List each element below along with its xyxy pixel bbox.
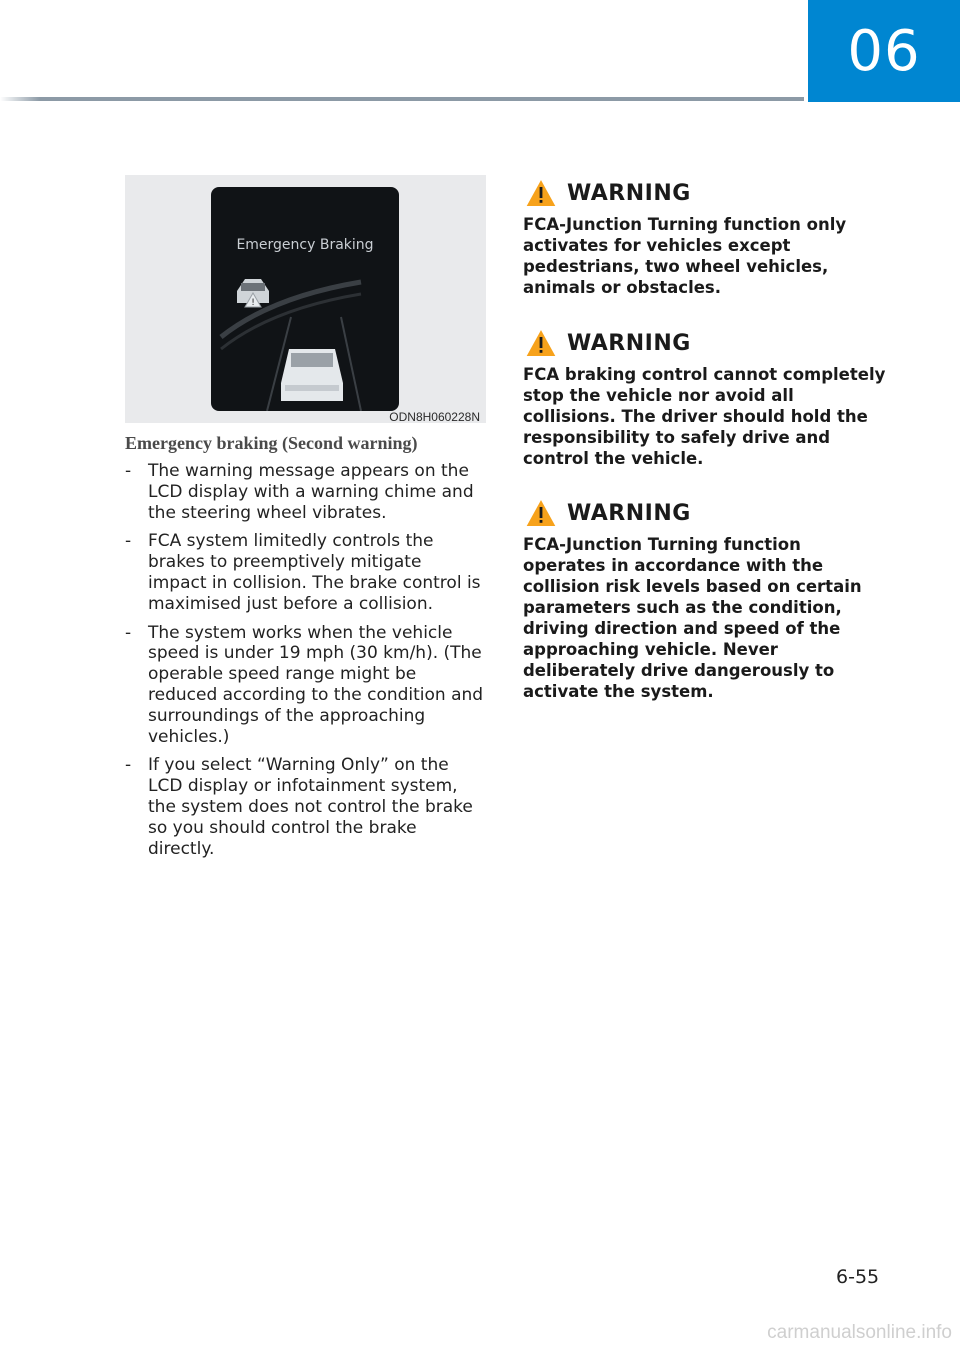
page-number: 6-55 — [836, 1266, 880, 1288]
warning-triangle-icon — [523, 495, 559, 531]
warning-title: WARNING — [567, 330, 691, 356]
section-heading: Emergency braking (Second warning) — [125, 433, 418, 453]
warning-triangle-icon — [523, 325, 559, 361]
warning-text: FCA-Junction Turning function operates in accordance with the collision risk levels based on certain parameters such as the condition, driving direction and speed of the approaching vehicle. Never deliberately drive dangerously to activate the system. — [523, 535, 862, 701]
list-item: - The system works when the vehicle speed is under 19 mph (30 km/h). (The operable speed range might be reduced according to the condition and surroundings of the approaching vehicles.) — [125, 622, 484, 747]
warning-text: FCA-Junction Turning function only activates for vehicles except pedestrians, two wheel vehicles, animals or obstacles. — [523, 215, 847, 297]
figure-code: ODN8H060228N — [389, 410, 480, 424]
warning-title: WARNING — [567, 180, 691, 206]
warning-text: FCA braking control cannot completely stop the vehicle nor avoid all collisions. The driver should hold the responsibility to safely drive and control the vehicle. — [523, 365, 886, 468]
chapter-tab: 06 — [808, 0, 960, 102]
list-item: - The warning message appears on the LCD display with a warning chime and the steering wheel vibrates. — [125, 461, 474, 523]
list-item: - FCA system limitedly controls the brakes to preemptively mitigate impact in collision. The brake control is maximised just before a collision. — [125, 531, 481, 614]
watermark: carmanualsonline.info — [767, 1322, 952, 1343]
road-scene-illustration — [211, 187, 399, 411]
header-rule — [0, 97, 804, 101]
warning-title: WARNING — [567, 500, 691, 526]
warning-box-2 — [523, 325, 888, 469]
screen-title: Emergency Braking — [236, 237, 374, 253]
cluster-display — [211, 187, 399, 411]
warning-box-3 — [523, 495, 888, 702]
warning-triangle-icon — [523, 175, 559, 211]
warning-box-1 — [523, 175, 888, 298]
figure-emergency-braking — [125, 175, 486, 423]
bullet-list — [125, 461, 485, 867]
list-item: - If you select “Warning Only” on the LCD display or infotainment system, the system does not control the brake so you should control the brake directly. — [125, 755, 473, 859]
own-car-icon — [281, 349, 343, 401]
svg-text:!: ! — [251, 298, 255, 308]
